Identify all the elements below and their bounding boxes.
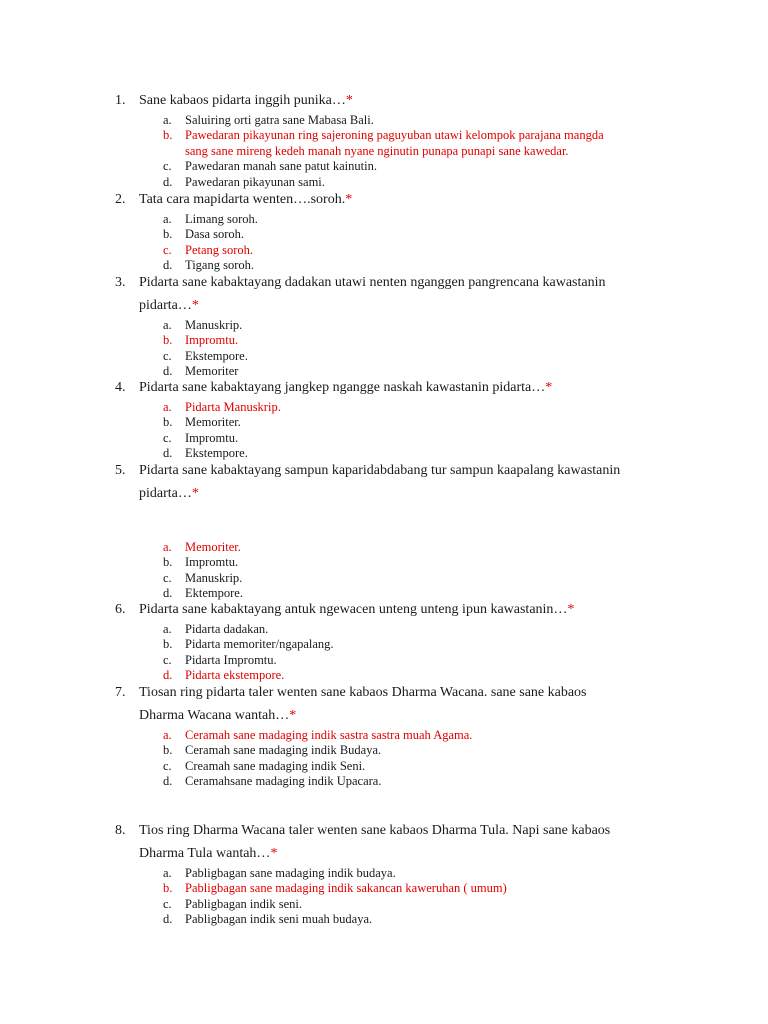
question-number: 5. xyxy=(115,463,126,478)
option-list xyxy=(115,400,715,462)
option-a xyxy=(115,113,715,128)
option-text: Memoriter. xyxy=(185,540,241,554)
option-letter: d. xyxy=(163,364,173,379)
question-stem xyxy=(115,682,715,727)
question-number: 8. xyxy=(115,823,126,838)
option-d xyxy=(115,774,715,789)
option-text: Impromtu. xyxy=(185,555,239,570)
option-letter: c. xyxy=(163,896,172,911)
question-text: Pidarta sane kabaktayang dadakan utawi nenten nganggen pangrencana kawastanin xyxy=(139,275,606,290)
question-text-line: Pidarta sane kabaktayang jangkep ngangge naskah kawastanin pidarta… xyxy=(139,380,546,395)
option-letter: b. xyxy=(163,555,173,570)
option-a-correct xyxy=(115,728,715,743)
question-text xyxy=(115,377,715,399)
question-4 xyxy=(115,377,715,462)
option-text: Creamah sane madaging indik Seni. xyxy=(185,758,366,773)
question-8 xyxy=(115,820,715,928)
question-text xyxy=(115,90,715,112)
option-c xyxy=(115,349,715,364)
option-letter: d. xyxy=(163,774,173,789)
question-text xyxy=(115,843,715,865)
question-text xyxy=(115,599,715,621)
option-text: Ceramahsane madaging indik Upacara. xyxy=(185,774,382,789)
option-c xyxy=(115,431,715,446)
option-text: Pidarta memoriter/ngapalang. xyxy=(185,637,334,652)
option-c xyxy=(115,571,715,586)
question-text-line: Tata cara mapidarta wenten….soroh. xyxy=(139,192,346,207)
option-text: Pidarta Manuskrip. xyxy=(185,400,281,414)
option-d xyxy=(115,175,715,190)
question-text: Pidarta sane kabaktayang sampun kaparidabdabang tur sampun kaapalang kawastanin xyxy=(139,463,621,478)
question-text-line: Dharma Wacana wantah… xyxy=(139,708,290,723)
option-list xyxy=(115,540,715,602)
option-list xyxy=(115,113,715,190)
option-a-correct xyxy=(115,400,715,415)
question-5 xyxy=(115,460,715,602)
option-letter: a. xyxy=(163,113,172,127)
option-list xyxy=(115,318,715,380)
option-text: Manuskrip. xyxy=(185,570,243,585)
option-text: sang sane mireng kedeh manah nyane nginutin punapa punapi sane kawedar. xyxy=(185,143,569,158)
option-list xyxy=(115,866,715,928)
option-text: Pawedaran pikayunan ring sajeroning paguyuban utawi kelompok parajana mangda xyxy=(185,128,604,143)
option-b-correct xyxy=(115,881,715,896)
question-1 xyxy=(115,90,715,190)
option-letter: b. xyxy=(163,227,173,242)
option-b xyxy=(115,637,715,652)
question-text xyxy=(115,295,715,317)
option-b xyxy=(115,743,715,758)
option-b xyxy=(115,227,715,242)
required-asterisk: * xyxy=(545,380,553,395)
question-text-line: pidarta… xyxy=(139,486,192,501)
question-text xyxy=(115,705,715,727)
option-a xyxy=(115,622,715,637)
question-stem xyxy=(115,90,715,112)
option-letter: d. xyxy=(163,668,173,683)
question-text xyxy=(115,189,715,211)
option-text: Pidarta ekstempore. xyxy=(185,668,285,683)
question-number: 4. xyxy=(115,380,126,395)
question-6 xyxy=(115,599,715,684)
option-text: Pidarta dadakan. xyxy=(185,622,269,636)
option-text: Impromtu. xyxy=(185,333,239,348)
option-letter: c. xyxy=(163,652,172,667)
question-number: 3. xyxy=(115,275,126,290)
required-asterisk: * xyxy=(270,846,278,861)
question-number: 6. xyxy=(115,602,126,617)
option-letter: a. xyxy=(163,728,172,742)
option-text: Pabligbagan sane madaging indik budaya. xyxy=(185,866,396,880)
question-stem xyxy=(115,599,715,621)
question-stem xyxy=(115,820,715,865)
option-letter: d. xyxy=(163,174,173,189)
question-3 xyxy=(115,272,715,380)
option-list xyxy=(115,212,715,274)
option-d xyxy=(115,912,715,927)
question-text: Tios ring Dharma Wacana taler wenten sane kabaos Dharma Tula. Napi sane kabaos xyxy=(139,823,611,838)
option-a-correct xyxy=(115,540,715,555)
option-letter: b. xyxy=(163,333,173,348)
option-text: Limang soroh. xyxy=(185,212,258,226)
option-text: Memoriter xyxy=(185,364,239,379)
option-letter: a. xyxy=(163,212,172,226)
option-letter: a. xyxy=(163,622,172,636)
question-number: 7. xyxy=(115,685,126,700)
option-letter: c. xyxy=(163,348,172,363)
option-letter: a. xyxy=(163,318,172,332)
required-asterisk: * xyxy=(345,192,353,207)
option-letter: b. xyxy=(163,637,173,652)
required-asterisk: * xyxy=(191,298,199,313)
option-letter: d. xyxy=(163,258,173,273)
question-text xyxy=(115,483,715,505)
option-text: Pabligbagan indik seni muah budaya. xyxy=(185,912,373,927)
option-letter: c. xyxy=(163,758,172,773)
question-number: 1. xyxy=(115,93,126,108)
question-7 xyxy=(115,682,715,790)
option-text: Pabligbagan sane madaging indik sakancan kaweruhan ( umum) xyxy=(185,881,507,896)
option-letter: d. xyxy=(163,586,173,601)
option-c xyxy=(115,759,715,774)
option-text: Petang soroh. xyxy=(185,242,254,257)
option-a xyxy=(115,212,715,227)
question-stem xyxy=(115,272,715,317)
option-c xyxy=(115,897,715,912)
option-b-correct xyxy=(115,333,715,348)
option-letter: a. xyxy=(163,866,172,880)
question-stem xyxy=(115,460,715,505)
required-asterisk: * xyxy=(345,93,353,108)
option-text: Pawedaran manah sane patut kainutin. xyxy=(185,159,377,174)
question-2 xyxy=(115,189,715,274)
option-b xyxy=(115,415,715,430)
required-asterisk: * xyxy=(289,708,297,723)
option-letter: b. xyxy=(163,128,173,143)
option-text: Ekstempore. xyxy=(185,348,248,363)
question-text-line: pidarta… xyxy=(139,298,192,313)
option-c xyxy=(115,159,715,174)
option-text: Memoriter. xyxy=(185,415,241,430)
option-a xyxy=(115,318,715,333)
option-text: Pidarta Impromtu. xyxy=(185,652,277,667)
option-letter: c. xyxy=(163,242,172,257)
option-text: Ceramah sane madaging indik sastra sastra muah Agama. xyxy=(185,728,473,742)
option-text: Saluiring orti gatra sane Mabasa Bali. xyxy=(185,113,374,127)
option-text: Pawedaran pikayunan sami. xyxy=(185,174,325,189)
option-text: Ekstempore. xyxy=(185,446,248,461)
option-list xyxy=(115,622,715,684)
question-text-line: Sane kabaos pidarta inggih punika… xyxy=(139,93,346,108)
option-c xyxy=(115,653,715,668)
question-stem xyxy=(115,377,715,399)
question-number: 2. xyxy=(115,192,126,207)
option-c-correct xyxy=(115,243,715,258)
option-list xyxy=(115,728,715,790)
option-text: Manuskrip. xyxy=(185,318,243,332)
option-letter: b. xyxy=(163,743,173,758)
required-asterisk: * xyxy=(191,486,199,501)
option-letter: a. xyxy=(163,540,172,554)
option-letter: b. xyxy=(163,881,173,896)
option-text: Ceramah sane madaging indik Budaya. xyxy=(185,743,382,758)
option-text: Impromtu. xyxy=(185,430,239,445)
option-letter: c. xyxy=(163,430,172,445)
option-b xyxy=(115,555,715,570)
question-text: Tiosan ring pidarta taler wenten sane kabaos Dharma Wacana. sane sane kabaos xyxy=(139,685,587,700)
option-letter: d. xyxy=(163,912,173,927)
option-text: Tigang soroh. xyxy=(185,258,254,273)
option-b-correct xyxy=(115,128,715,159)
option-text: Ektempore. xyxy=(185,586,243,601)
option-letter: c. xyxy=(163,570,172,585)
option-letter: b. xyxy=(163,415,173,430)
option-letter: d. xyxy=(163,446,173,461)
required-asterisk: * xyxy=(567,602,575,617)
option-text: Pabligbagan indik seni. xyxy=(185,896,302,911)
option-letter: c. xyxy=(163,159,172,174)
question-text-line: Dharma Tula wantah… xyxy=(139,846,271,861)
question-text-line: Pidarta sane kabaktayang antuk ngewacen unteng unteng ipun kawastanin… xyxy=(139,602,568,617)
option-letter: a. xyxy=(163,400,172,414)
question-stem xyxy=(115,189,715,211)
option-a xyxy=(115,866,715,881)
option-text: Dasa soroh. xyxy=(185,227,245,242)
